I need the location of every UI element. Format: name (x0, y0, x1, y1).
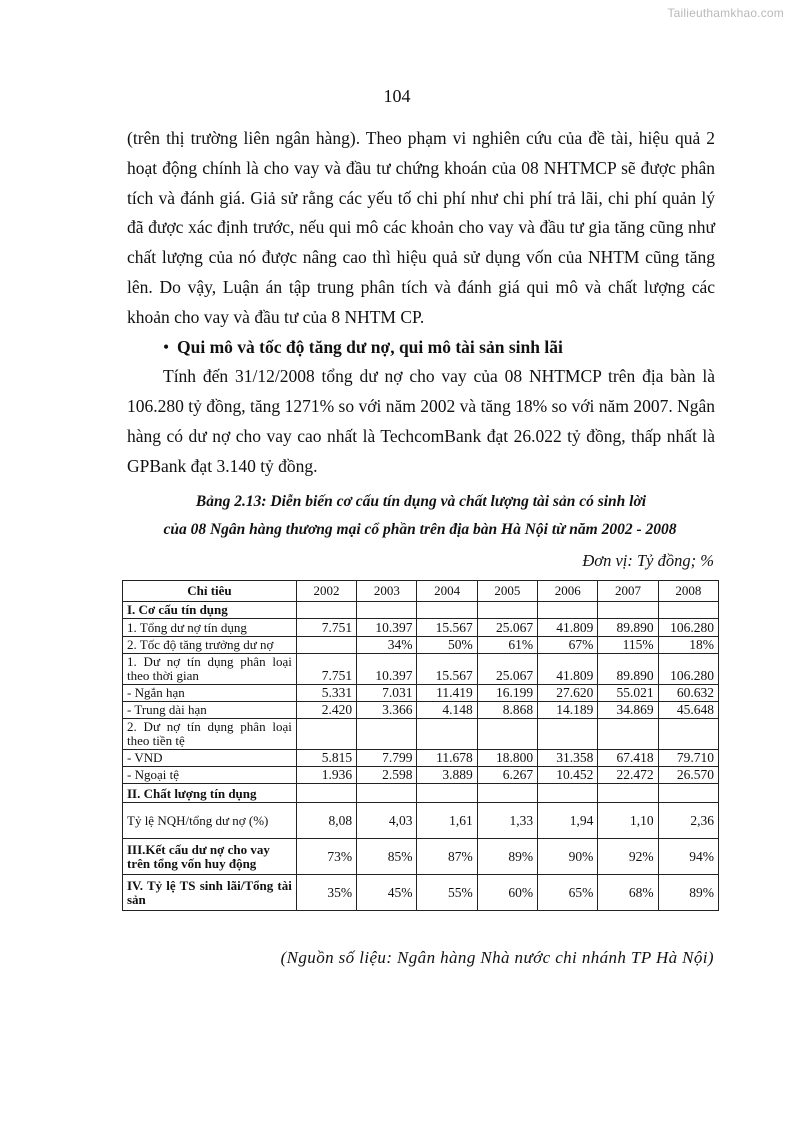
cell (477, 602, 537, 619)
cell: 25.067 (477, 619, 537, 637)
cell: 1,94 (538, 803, 598, 839)
cell: 50% (417, 637, 477, 654)
row-label: II. Chất lượng tín dụng (123, 784, 297, 803)
credit-structure-table (122, 580, 719, 911)
cell: 55.021 (598, 685, 658, 702)
row-label: 1. Dư nợ tín dụng phân loại theo thời gian (123, 654, 297, 685)
header-year: 2002 (296, 581, 356, 602)
cell (357, 784, 417, 803)
cell: 73% (296, 839, 356, 875)
cell: 67.418 (598, 750, 658, 767)
header-year: 2007 (598, 581, 658, 602)
cell: 89.890 (598, 654, 658, 685)
cell (538, 602, 598, 619)
cell: 89% (658, 875, 718, 911)
cell: 1,10 (598, 803, 658, 839)
cell (417, 784, 477, 803)
watermark: Tailieuthamkhao.com (667, 6, 784, 20)
header-year: 2004 (417, 581, 477, 602)
table-caption-line-2: của 08 Ngân hàng thương mại cổ phần trên địa bàn Hà Nội từ năm 2002 - 2008 (163, 521, 677, 538)
cell: 1.936 (296, 767, 356, 784)
cell: 22.472 (598, 767, 658, 784)
table-row (123, 719, 719, 750)
cell (296, 637, 356, 654)
cell: 89% (477, 839, 537, 875)
cell (296, 602, 356, 619)
cell: 87% (417, 839, 477, 875)
cell: 94% (658, 839, 718, 875)
cell: 4,03 (357, 803, 417, 839)
cell: 18% (658, 637, 718, 654)
header-year: 2006 (538, 581, 598, 602)
cell: 15.567 (417, 619, 477, 637)
table-row (123, 619, 719, 637)
cell: 85% (357, 839, 417, 875)
cell: 7.751 (296, 654, 356, 685)
cell: 5.815 (296, 750, 356, 767)
cell: 15.567 (417, 654, 477, 685)
cell: 16.199 (477, 685, 537, 702)
row-label: - VND (123, 750, 297, 767)
bullet-heading-text: Qui mô và tốc độ tăng dư nợ, qui mô tài sản sinh lãi (177, 336, 563, 357)
table-row (123, 767, 719, 784)
table-row (123, 750, 719, 767)
cell: 55% (417, 875, 477, 911)
cell: 11.419 (417, 685, 477, 702)
cell: 35% (296, 875, 356, 911)
cell: 65% (538, 875, 598, 911)
cell (658, 784, 718, 803)
cell: 8,08 (296, 803, 356, 839)
cell: 1,61 (417, 803, 477, 839)
cell: 25.067 (477, 654, 537, 685)
cell: 79.710 (658, 750, 718, 767)
table-row (123, 602, 719, 619)
row-label: IV. Tỷ lệ TS sinh lãi/Tổng tài sản (123, 875, 297, 911)
cell: 2,36 (658, 803, 718, 839)
row-label: 2. Tốc độ tăng trưởng dư nợ (123, 637, 297, 654)
unit-label: Đơn vị: Tỷ đồng; % (582, 551, 714, 570)
row-label: 2. Dư nợ tín dụng phân loại theo tiền tệ (123, 719, 297, 750)
cell (417, 602, 477, 619)
cell: 106.280 (658, 619, 718, 637)
cell: 31.358 (538, 750, 598, 767)
table-row (123, 875, 719, 911)
header-year: 2003 (357, 581, 417, 602)
cell: 34.869 (598, 702, 658, 719)
cell: 7.031 (357, 685, 417, 702)
row-label: Tỷ lệ NQH/tổng dư nợ (%) (123, 803, 297, 839)
cell: 2.598 (357, 767, 417, 784)
cell: 41.809 (538, 619, 598, 637)
bullet-icon: • (163, 336, 170, 357)
table-caption-line-1: Bảng 2.13: Diễn biến cơ cấu tín dụng và chất lượng tài sản có sinh lời (195, 493, 647, 510)
cell (598, 719, 658, 750)
cell: 10.452 (538, 767, 598, 784)
cell: 90% (538, 839, 598, 875)
paragraph-2: Tính đến 31/12/2008 tổng dư nợ cho vay của 08 NHTMCP trên địa bàn là 106.280 tỷ đồng, tăng 1271% so với năm 2002 và tăng 18% so với năm 2007. Ngân hàng có dư nợ cho vay cao nhất là TechcomBank đạt 26.022 tỷ đồng, thấp nhất là GPBank đạt 3.140 tỷ đồng. (127, 366, 715, 476)
row-label: - Ngoại tệ (123, 767, 297, 784)
cell: 60.632 (658, 685, 718, 702)
cell: 7.751 (296, 619, 356, 637)
cell (417, 719, 477, 750)
table-row (123, 839, 719, 875)
cell: 4.148 (417, 702, 477, 719)
table-row (123, 784, 719, 803)
cell: 10.397 (357, 654, 417, 685)
cell: 5.331 (296, 685, 356, 702)
cell (658, 602, 718, 619)
cell (357, 719, 417, 750)
cell: 1,33 (477, 803, 537, 839)
header-indicator: Chỉ tiêu (123, 581, 297, 602)
source-note: (Nguồn số liệu: Ngân hàng Nhà nước chi nhánh TP Hà Nội) (280, 948, 714, 967)
row-label: - Trung dài hạn (123, 702, 297, 719)
cell (477, 784, 537, 803)
cell: 34% (357, 637, 417, 654)
cell: 60% (477, 875, 537, 911)
row-label: I. Cơ cấu tín dụng (123, 602, 297, 619)
cell (296, 719, 356, 750)
row-label: - Ngắn hạn (123, 685, 297, 702)
cell (538, 719, 598, 750)
bullet-heading (127, 333, 715, 363)
cell: 10.397 (357, 619, 417, 637)
cell: 68% (598, 875, 658, 911)
table-row (123, 637, 719, 654)
cell: 41.809 (538, 654, 598, 685)
cell: 115% (598, 637, 658, 654)
page-number: 104 (383, 86, 411, 106)
paragraph-1: (trên thị trường liên ngân hàng). Theo phạm vi nghiên cứu của đề tài, hiệu quả 2 hoạt động chính là cho vay và đầu tư chứng khoán của 08 NHTMCP sẽ được phân tích và đánh giá. Giả sử rằng các yếu tố chi phí như chi phí trả lãi, chi phí quản lý đã được xác định trước, nếu qui mô các khoản cho vay và đầu tư gia tăng cũng như chất lượng của nó được nâng cao thì hiệu quả sử dụng vốn của NHTM cũng tăng lên. Do vậy, Luận án tập trung phân tích và đánh giá qui mô và chất lượng các khoản cho vay và đầu tư của 8 NHTM CP. (127, 128, 715, 327)
cell: 67% (538, 637, 598, 654)
cell (357, 602, 417, 619)
cell: 3.366 (357, 702, 417, 719)
body-text (127, 124, 715, 482)
cell: 89.890 (598, 619, 658, 637)
cell (538, 784, 598, 803)
cell: 14.189 (538, 702, 598, 719)
table-header-row (123, 581, 719, 602)
table-row (123, 685, 719, 702)
table-row (123, 803, 719, 839)
cell (598, 602, 658, 619)
row-label: 1. Tổng dư nợ tín dụng (123, 619, 297, 637)
cell: 18.800 (477, 750, 537, 767)
cell: 106.280 (658, 654, 718, 685)
cell: 26.570 (658, 767, 718, 784)
cell: 3.889 (417, 767, 477, 784)
header-year: 2005 (477, 581, 537, 602)
cell: 2.420 (296, 702, 356, 719)
header-year: 2008 (658, 581, 718, 602)
cell: 8.868 (477, 702, 537, 719)
cell: 7.799 (357, 750, 417, 767)
cell: 61% (477, 637, 537, 654)
cell (598, 784, 658, 803)
cell: 6.267 (477, 767, 537, 784)
cell (296, 784, 356, 803)
row-label: III.Kết cấu dư nợ cho vay trên tổng vốn huy động (123, 839, 297, 875)
table-row (123, 654, 719, 685)
table-row (123, 702, 719, 719)
cell (477, 719, 537, 750)
cell: 92% (598, 839, 658, 875)
cell: 45.648 (658, 702, 718, 719)
cell: 11.678 (417, 750, 477, 767)
cell: 27.620 (538, 685, 598, 702)
cell (658, 719, 718, 750)
cell: 45% (357, 875, 417, 911)
